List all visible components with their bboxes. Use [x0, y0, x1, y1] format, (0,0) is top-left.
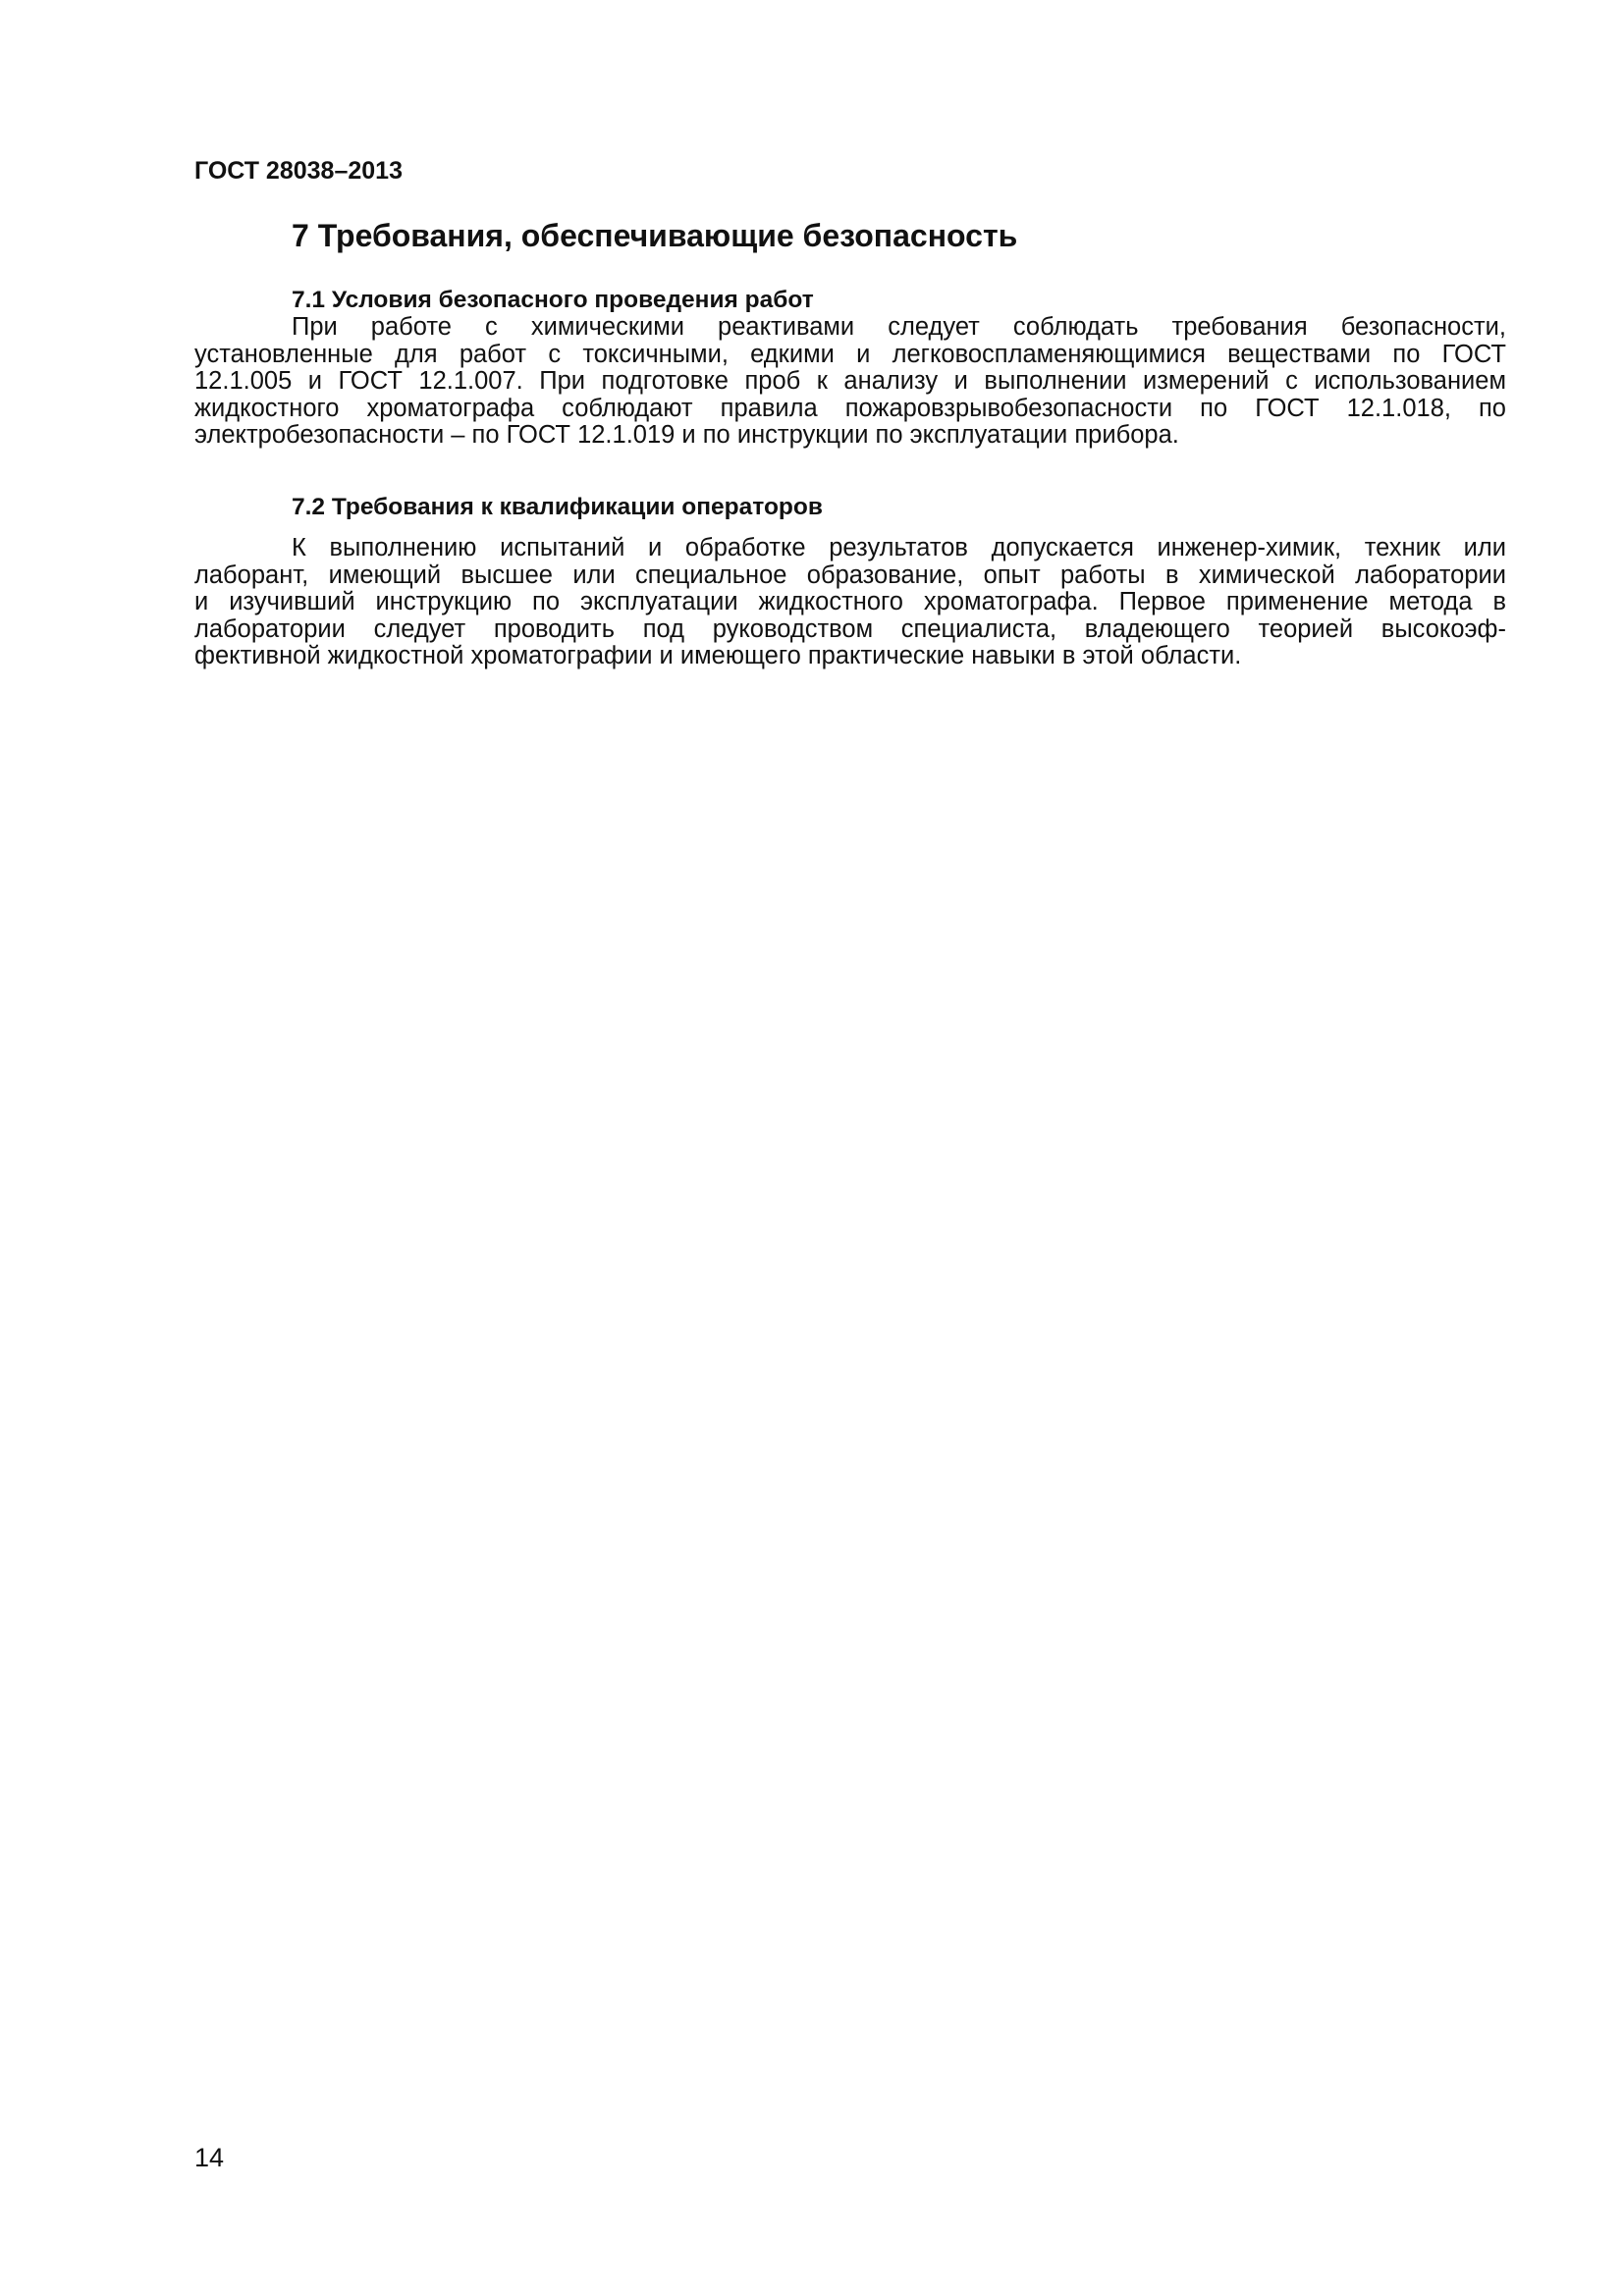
page-number: 14	[194, 2143, 225, 2172]
subsection-title-7-1: 7.1 Условия безопасного проведения работ	[292, 287, 814, 313]
paragraph-line: При работе с химическими реактивами следует соблюдать требования безопасности,	[292, 313, 1506, 341]
paragraph-7-1	[194, 314, 1506, 450]
paragraph-line: электробезопасности – по ГОСТ 12.1.019 и по инструкции по эксплуатации прибора.	[194, 421, 1179, 449]
paragraph-line: фективной жидкостной хроматографии и имеющего практические навыки в этой области.	[194, 642, 1242, 669]
paragraph-line: установленные для работ с токсичными, едкими и легковоспламеняющимися веществами по ГОСТ	[194, 340, 1506, 368]
paragraph-line: лаборант, имеющий высшее или специальное образование, опыт работы в химической лаборатории	[194, 561, 1506, 589]
paragraph-line: лаборатории следует проводить под руководством специалиста, владеющего теорией высокоэф-	[194, 614, 1506, 643]
paragraph-line: и изучивший инструкцию по эксплуатации жидкостного хроматографа. Первое применение метода в	[194, 588, 1506, 615]
paragraph-line: 12.1.005 и ГОСТ 12.1.007. При подготовке проб к анализу и выполнении измерений с использованием	[194, 367, 1506, 395]
paragraph-7-2	[194, 535, 1506, 670]
paragraph-line: жидкостного хроматографа соблюдают правила пожаровзрывобезопасности по ГОСТ 12.1.018, по	[194, 394, 1506, 422]
subsection-title-7-2: 7.2 Требования к квалификации операторов	[292, 494, 823, 520]
document-id: ГОСТ 28038–2013	[194, 157, 403, 185]
section-title: 7 Требования, обеспечивающие безопасность	[292, 218, 1018, 253]
paragraph-line: К выполнению испытаний и обработке результатов допускается инженер-химик, техник или	[292, 534, 1506, 561]
